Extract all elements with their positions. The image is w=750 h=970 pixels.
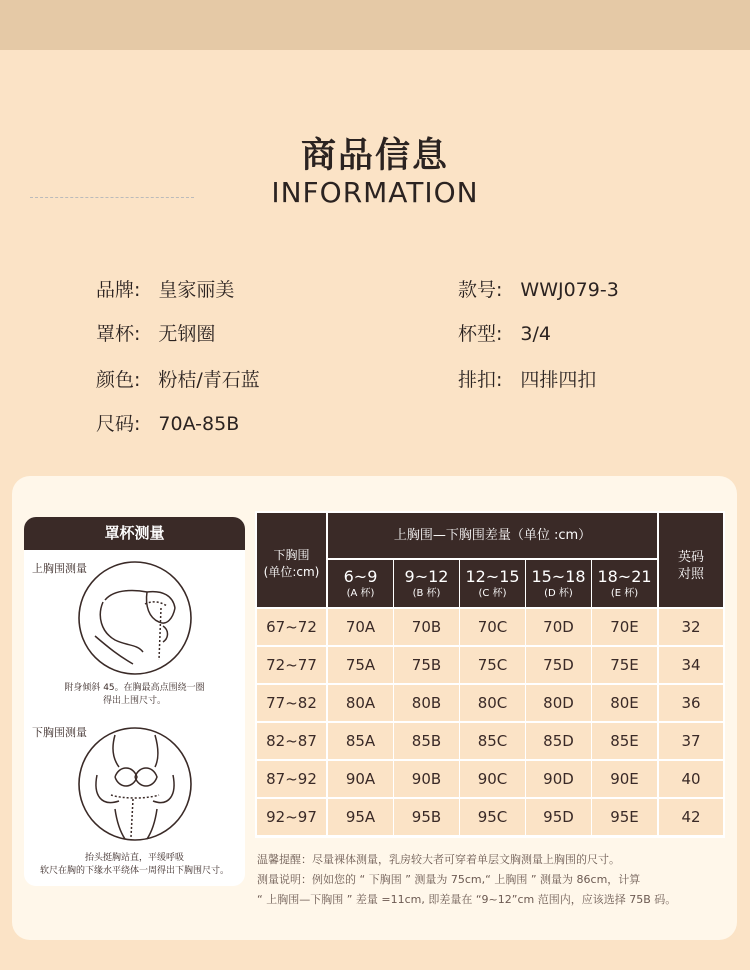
- size-cell: 95E: [592, 799, 657, 835]
- uk-size-cell: 37: [659, 723, 723, 759]
- size-cell: 70A: [328, 609, 393, 645]
- uk-size-header-line1: 英码: [677, 550, 704, 565]
- uk-size-cell: 34: [659, 647, 723, 683]
- uk-size-cell: 42: [659, 799, 723, 835]
- size-cell: 80E: [592, 685, 657, 721]
- info-style-number: [458, 275, 619, 302]
- page-subtitle: INFORMATION: [271, 176, 479, 209]
- size-cell: 95D: [526, 799, 591, 835]
- size-cell: 85A: [328, 723, 393, 759]
- size-notes: [257, 850, 676, 910]
- size-cell: 90D: [526, 761, 591, 797]
- info-cup: [96, 319, 215, 346]
- size-cell: 90A: [328, 761, 393, 797]
- size-cell: 70C: [460, 609, 525, 645]
- info-label: 罩杯:: [96, 323, 141, 345]
- size-cell: 95B: [394, 799, 459, 835]
- info-cup-type: [458, 319, 551, 346]
- size-cell: 90B: [394, 761, 459, 797]
- size-cell: 80A: [328, 685, 393, 721]
- size-cell: 85D: [526, 723, 591, 759]
- measurement-card: [24, 517, 245, 886]
- note-example-2: “ 上胸围—下胸围 ” 差量 =11cm, 即差量在 “9~12”cm 范围内，应该选择 75B 码。: [257, 893, 677, 906]
- info-value: 粉桔/青石蓝: [158, 369, 260, 391]
- cup-range: 12~15: [465, 567, 520, 586]
- info-color: [96, 365, 260, 392]
- cup-header: [592, 560, 657, 607]
- size-cell: 85B: [394, 723, 459, 759]
- cup-letter: (A 杯): [346, 588, 375, 599]
- cup-header: [328, 560, 393, 607]
- size-cell: 95C: [460, 799, 525, 835]
- info-label: 款号:: [458, 279, 503, 301]
- difference-header: 上胸围—下胸围差量（单位 :cm）: [328, 513, 657, 558]
- upper-measure-caption-1: 附身倾斜 45。在胸最高点围绕一圈: [64, 683, 205, 693]
- top-band: [0, 0, 750, 50]
- info-value: 四排四扣: [520, 369, 597, 391]
- info-label: 杯型:: [458, 323, 503, 345]
- cup-range: 9~12: [404, 567, 449, 586]
- size-cell: 75B: [394, 647, 459, 683]
- size-table: [255, 511, 725, 838]
- cup-range: 18~21: [597, 567, 652, 586]
- info-size: [96, 409, 239, 436]
- info-hooks: [458, 365, 596, 392]
- cup-header: [460, 560, 525, 607]
- lower-measure-label: 下胸围测量: [32, 726, 87, 739]
- size-cell: 70E: [592, 609, 657, 645]
- size-cell: 90E: [592, 761, 657, 797]
- info-brand: [96, 275, 234, 302]
- size-cell: 70D: [526, 609, 591, 645]
- upper-measure-illustration: [75, 560, 195, 676]
- uk-size-cell: 36: [659, 685, 723, 721]
- size-cell: 75E: [592, 647, 657, 683]
- under-bust-cell: 72~77: [257, 647, 326, 683]
- lower-measure-caption-1: 抬头挺胸站直，平缓呼吸: [84, 853, 184, 863]
- size-cell: 75C: [460, 647, 525, 683]
- cup-letter: (B 杯): [412, 588, 441, 599]
- info-value: 无钢圈: [158, 323, 216, 345]
- under-bust-cell: 87~92: [257, 761, 326, 797]
- info-value: 70A-85B: [158, 413, 240, 435]
- info-label: 排扣:: [458, 369, 503, 391]
- under-bust-header-title: 下胸围: [273, 548, 310, 562]
- note-reminder: 温馨提醒：尽量裸体测量，乳房较大者可穿着单层文胸测量上胸围的尺寸。: [257, 853, 620, 866]
- size-cell: 75D: [526, 647, 591, 683]
- under-bust-cell: 67~72: [257, 609, 326, 645]
- uk-size-cell: 32: [659, 609, 723, 645]
- lower-measure-caption-2: 软尺在胸的下缘水平绕体一周得出下胸围尺寸。: [39, 866, 229, 876]
- size-cell: 80B: [394, 685, 459, 721]
- measurement-divider: [30, 197, 194, 198]
- lower-measure-illustration: [75, 725, 195, 843]
- cup-letter: (E 杯): [610, 588, 639, 599]
- cup-letter: (C 杯): [478, 588, 507, 599]
- info-value: 皇家丽美: [158, 279, 235, 301]
- cup-header: [526, 560, 591, 607]
- size-cell: 80C: [460, 685, 525, 721]
- under-bust-header: [257, 513, 326, 607]
- info-label: 颜色:: [96, 369, 141, 391]
- info-label: 品牌:: [96, 279, 141, 301]
- uk-size-header: [659, 513, 723, 607]
- size-cell: 90C: [460, 761, 525, 797]
- cup-range: 6~9: [343, 567, 378, 586]
- under-bust-cell: 82~87: [257, 723, 326, 759]
- upper-measure-caption-2: 得出上围尺寸。: [102, 696, 166, 706]
- under-bust-header-unit: (单位:cm): [263, 565, 320, 579]
- cup-range: 15~18: [531, 567, 586, 586]
- upper-measure-label: 上胸围测量: [32, 562, 87, 575]
- note-example-1: 测量说明：例如您的 “ 下胸围 ” 测量为 75cm,“ 上胸围 ” 测量为 86cm，计算: [257, 873, 641, 886]
- size-cell: 85C: [460, 723, 525, 759]
- uk-size-cell: 40: [659, 761, 723, 797]
- uk-size-header-line2: 对照: [677, 567, 704, 582]
- page-title: 商品信息: [300, 136, 449, 176]
- cup-letter: (D 杯): [544, 588, 573, 599]
- under-bust-cell: 92~97: [257, 799, 326, 835]
- info-value: WWJ079-3: [520, 279, 619, 301]
- under-bust-cell: 77~82: [257, 685, 326, 721]
- size-cell: 95A: [328, 799, 393, 835]
- size-cell: 80D: [526, 685, 591, 721]
- info-label: 尺码:: [96, 413, 141, 435]
- size-cell: 70B: [394, 609, 459, 645]
- size-cell: 75A: [328, 647, 393, 683]
- cup-header: [394, 560, 459, 607]
- measurement-title: 罩杯测量: [24, 517, 245, 550]
- size-cell: 85E: [592, 723, 657, 759]
- info-value: 3/4: [520, 323, 551, 345]
